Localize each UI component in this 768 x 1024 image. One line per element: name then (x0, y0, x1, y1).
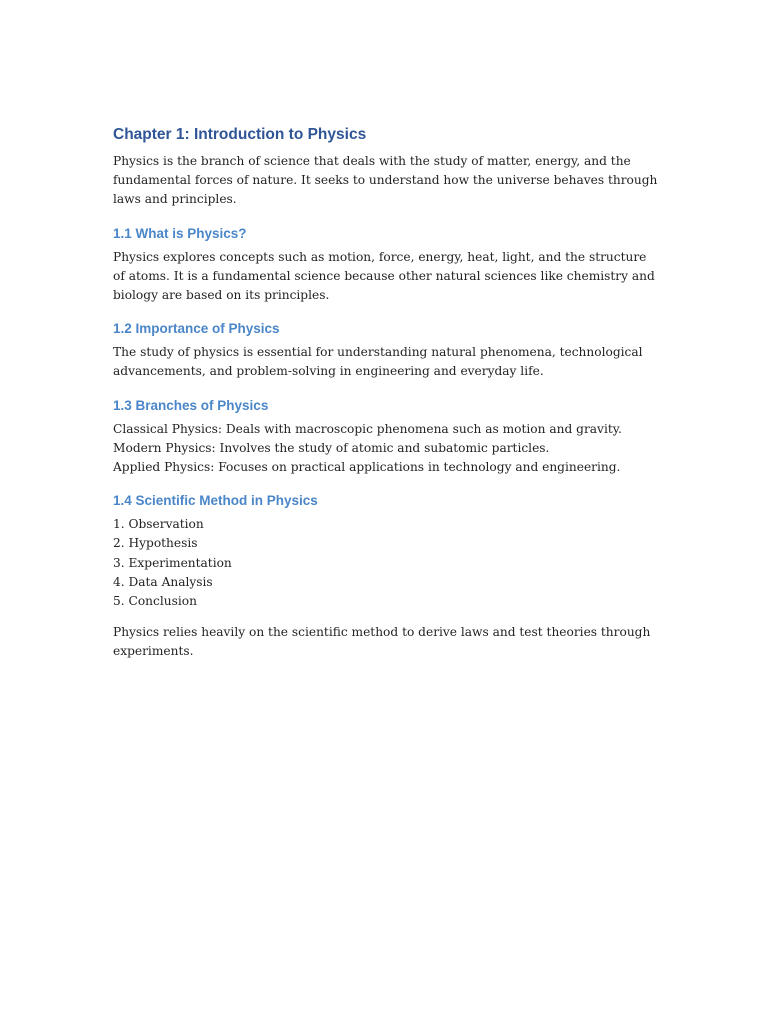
branch-item: Applied Physics: Focuses on practical applications in technology and engineering. (113, 460, 621, 475)
branch-item: Classical Physics: Deals with macroscopic phenomena such as motion and gravity. (113, 421, 622, 436)
method-step: 1. Observation (113, 517, 204, 532)
section-title-scientific-method: 1.4 Scientific Method in Physics (113, 493, 318, 509)
document-page (113, 124, 661, 676)
closing-paragraph-block (113, 623, 661, 661)
chapter-title: Chapter 1: Introduction to Physics (113, 126, 367, 143)
branches-list (113, 420, 661, 478)
method-step: 5. Conclusion (113, 594, 197, 609)
section-body-what-is-physics: Physics explores concepts such as motion, force, energy, heat, light, and the structure of atoms. It is a fundamental science because other natural sciences like chemistry and biology are based on its principles. (113, 249, 655, 303)
method-step: 4. Data Analysis (113, 574, 213, 589)
chapter-intro-block (113, 152, 661, 210)
section-title-importance: 1.2 Importance of Physics (113, 321, 280, 337)
section-title-what-is-physics: 1.1 What is Physics? (113, 225, 247, 241)
method-step: 2. Hypothesis (113, 536, 198, 551)
method-step: 3. Experimentation (113, 555, 232, 570)
section-body-what-is-physics-block (113, 248, 661, 306)
section-body-importance: The study of physics is essential for understanding natural phenomena, technological advancements, and problem-solving in engineering and everyday life. (113, 345, 643, 379)
branch-item: Modern Physics: Involves the study of atomic and subatomic particles. (113, 440, 550, 455)
scientific-method-steps (113, 515, 661, 611)
section-title-branches: 1.3 Branches of Physics (113, 397, 269, 413)
section-body-importance-block (113, 343, 661, 381)
chapter-intro: Physics is the branch of science that deals with the study of matter, energy, and the fundamental forces of nature. It seeks to understand how the universe behaves through laws and principles. (113, 154, 658, 207)
closing-paragraph: Physics relies heavily on the scientific method to derive laws and test theories through experiments. (113, 625, 651, 659)
